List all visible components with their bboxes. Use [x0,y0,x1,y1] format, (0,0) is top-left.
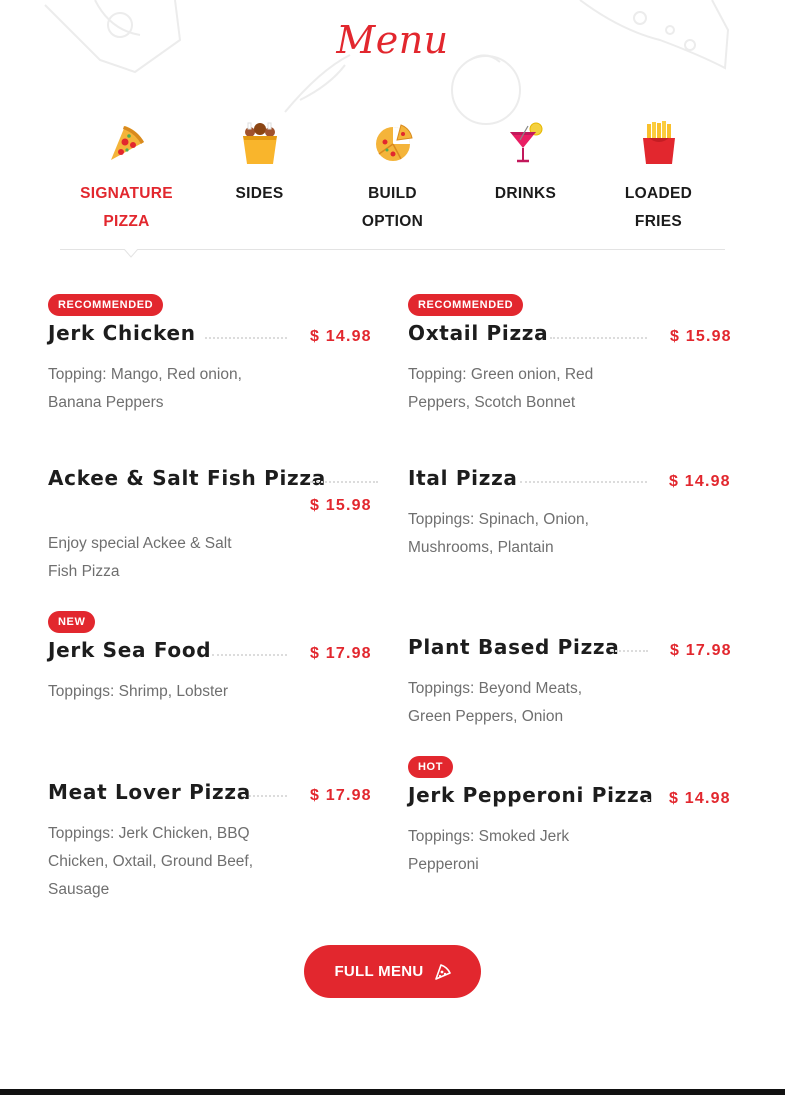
item-description: Enjoy special Ackee & Salt Fish Pizza [48,535,232,580]
menu-title: Menu [336,18,449,62]
item-name: Plant Based Pizza [408,635,620,659]
pizza-build-icon [373,120,413,166]
item-description: Toppings: Beyond Meats, Green Peppers, Onion [408,680,583,725]
item-name: Ackee & Salt Fish Pizza [48,466,326,490]
item-price: $ 14.98 [669,473,731,490]
full-menu-button[interactable] [304,945,481,998]
item-name: Ital Pizza [408,466,518,490]
dotted-leader [310,481,378,483]
item-price: $ 17.98 [310,787,372,804]
item-name: Jerk Pepperoni Pizza [408,783,654,807]
dotted-leader [646,799,650,801]
menu-category-tabs [60,120,725,250]
pizza-slice-icon [107,120,147,166]
dotted-leader [244,795,287,797]
tab-signature-pizza[interactable] [60,120,193,236]
item-price: $ 17.98 [670,642,732,659]
pizza-icon [435,964,451,980]
recommended-badge: RECOMMENDED [408,294,523,316]
item-price: $ 14.98 [669,790,731,807]
item-description: Toppings: Spinach, Onion, Mushrooms, Plantain [408,511,589,556]
hot-badge: HOT [408,756,453,778]
tabs-divider [60,249,725,250]
item-price: $ 17.98 [310,645,372,662]
footer-bar [0,1089,785,1095]
tab-label: LOADED FRIES [624,185,693,230]
full-menu-button-label: FULL MENU [334,963,424,980]
item-name: Jerk Chicken [48,321,196,345]
tab-loaded-fries[interactable] [592,120,725,236]
item-price: $ 14.98 [310,328,372,345]
item-description: Toppings: Smoked Jerk Pepperoni [408,828,570,873]
active-tab-pointer [124,249,138,258]
dotted-leader [205,337,287,339]
dotted-leader [520,481,647,483]
tab-label: BUILD OPTION [361,185,424,230]
item-name: Meat Lover Pizza [48,780,251,804]
dotted-leader [212,654,287,656]
item-name: Oxtail Pizza [408,321,549,345]
item-description: Topping: Mango, Red onion, Banana Peppers [48,366,242,411]
tab-label: SIGNATURE PIZZA [80,185,173,230]
dotted-leader [612,650,648,652]
item-price: $ 15.98 [670,328,732,345]
tab-drinks[interactable] [459,120,592,208]
chicken-bucket-icon [240,120,280,166]
new-badge: NEW [48,611,95,633]
cocktail-icon [506,120,546,166]
item-price: $ 15.98 [310,497,372,514]
item-name: Jerk Sea Food [48,638,212,662]
item-description: Topping: Green onion, Red Peppers, Scotch Bonnet [408,366,594,411]
dotted-leader [550,337,647,339]
item-description: Toppings: Jerk Chicken, BBQ Chicken, Oxtail, Ground Beef, Sausage [48,825,254,898]
tab-label: SIDES [235,185,284,202]
item-description: Toppings: Shrimp, Lobster [48,683,229,700]
recommended-badge: RECOMMENDED [48,294,163,316]
tab-sides[interactable] [193,120,326,208]
tab-label: DRINKS [494,185,557,202]
tab-build-option[interactable] [326,120,459,236]
fries-icon [639,120,679,166]
